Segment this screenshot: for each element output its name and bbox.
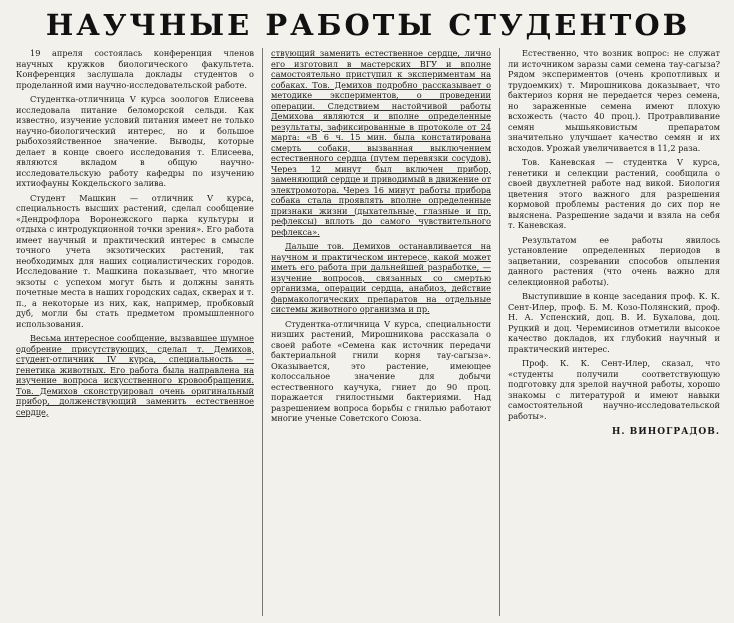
paragraph-underlined: ствующий заменить естественное сердце, лично его изготовил в мастерских ВГУ и вполне самостоятельно приступил к экспериментам на собаках. Тов. Демихов подробно рассказывает о методике экспериментов, о проведении операции. Следствием настойчивой работы Демихова являются и вполне определенные результаты, зафиксированные в протоколе от 24 марта: «В 6 ч. 15 мин. была констатирована смерть собаки, вызванная выключением естественного сердца (путем перевязки сосудов). Через 12 минут был включен прибор, заменяющий сердце и приводимый в движение от электромотора. Через 16 минут работы прибора собака стала проявлять вполне определенные признаки жизни (дыхательные, глазные и пр. рефлексы) вплоть до самого чувствительного рефлекса». bbox=[271, 48, 491, 237]
author-signature: Н. ВИНОГРАДОВ. bbox=[611, 427, 720, 437]
column-1 bbox=[16, 48, 262, 616]
paragraph-underlined: Весьма интересное сообщение, вызвавшее шумное одобрение присутствующих, сделал т. Демихов, студент-отличник IV курса, специальность — генетика животных. Его работа была направлена на изучение вопроса искусственного кровообращения. Тов. Демихов сконструировал очень оригинальный прибор, долженствующий заменить естественное сердце, bbox=[16, 333, 254, 417]
paragraph: Естественно, что возник вопрос: не служат ли источником заразы сами семена тау-сагыза? Рядом экспериментов (очень кропотливых и трудоемких) т. Мирошникова доказывает, что бактериоз корня не передается через семена, но зараженные семена имеют плохую всхожесть (часто 40 проц.). Протравливание семян мышьяковистым препаратом значительно улучшает качество семян и их всходов. Урожай увеличивается в 11,2 раза. bbox=[508, 48, 720, 153]
column-3 bbox=[499, 48, 720, 616]
paragraph-underlined: Дальше тов. Демихов останавливается на научном и практическом интересе, какой может иметь его работа при дальнейшей разработке, — изучение вопросов, связанных со смертью организма, операции сердца, анабиоз, действие фармакологических препаратов на отдельные системы животного организма и пр. bbox=[271, 241, 491, 314]
paragraph: 19 апреля состоялась конференция членов научных кружков биологического факультета. Конференция заслушала доклады студентов о проделанной ими научно-исследовательской работе. bbox=[16, 48, 254, 90]
article-headline: НАУЧНЫЕ РАБОТЫ СТУДЕНТОВ bbox=[45, 8, 691, 42]
paragraph: Студентка-отличница V курса, специальности низших растений, Мирошникова рассказала о своей работе «Семена как источник передачи бактериальной гнили корня тау-сагыза». Оказывается, это растение, имеющее колоссальное значение для добычи естественного каучука, гниет до 90 проц. поражается гнилостными бактериями. Над разрешением вопроса борьбы с гнилью работают многие ученые Советского Союза. bbox=[271, 318, 491, 423]
paragraph: Проф. К. К. Сент-Илер, сказал, что «студенты получили соответствующую подготовку для зрелой научной работы, хорошо знакомы с литературой и имеют навыки самостоятельной научно-исследовательской работы». bbox=[508, 358, 720, 421]
paragraph: Тов. Каневская — студентка V курса, генетики и селекции растений, сообщила о своей двухлетней работе над викой. Биология цветения этого важного для разрешения кормовой проблемы растения до сих пор не выяснена. Разрешение задачи и взяла на себя т. Каневская. bbox=[508, 157, 720, 230]
article-columns bbox=[16, 48, 720, 616]
paragraph: Студентка-отличница V курса зоологов Елисеева исследовала питание беломорской сельди. Как известно, изучение условий питания имеет не только научно-биологический интерес, но и большое рыбохозяйственное значение. Выводы, которые делает в конце своего исследования т. Елисеева, являются вкладом в общую научно-исследовательскую работу кафедры по изучению ихтиофауны Кокдельского залива. bbox=[16, 94, 254, 188]
column-2 bbox=[262, 48, 499, 616]
paragraph: Выступившие в конце заседания проф. К. К. Сент-Илер, проф. Б. М. Козо-Полянский, проф. Н. А. Успенский, доц. В. И. Бухалова, доц. Руцкий и доц. Черемисинов отметили высокое качество докладов, их глубокий научный и практический интерес. bbox=[508, 291, 720, 354]
paragraph: Результатом ее работы явилось установление определенных периодов в зацветании, созревании способов опыления данного растения (что очень важно для селекционной работы). bbox=[508, 234, 720, 287]
paragraph: Студент Машкин — отличник V курса, специальность высших растений, сделал сообщение «Дендрофлора Воронежского парка культуры и отдыха с интродукционной точки зрения». Его работа имеет научный и практический интерес в смысле точного учета экзотических растений, так необходимых для наших социалистических городов. Исследование т. Машкина показывает, что многие экзоты с успехом могут быть и должны занять почетные места в наших городских садах, скверах и т. п., а некоторые из них, как, например, пробковый дуб, могли бы стать предметом промышленного использования. bbox=[16, 192, 254, 329]
